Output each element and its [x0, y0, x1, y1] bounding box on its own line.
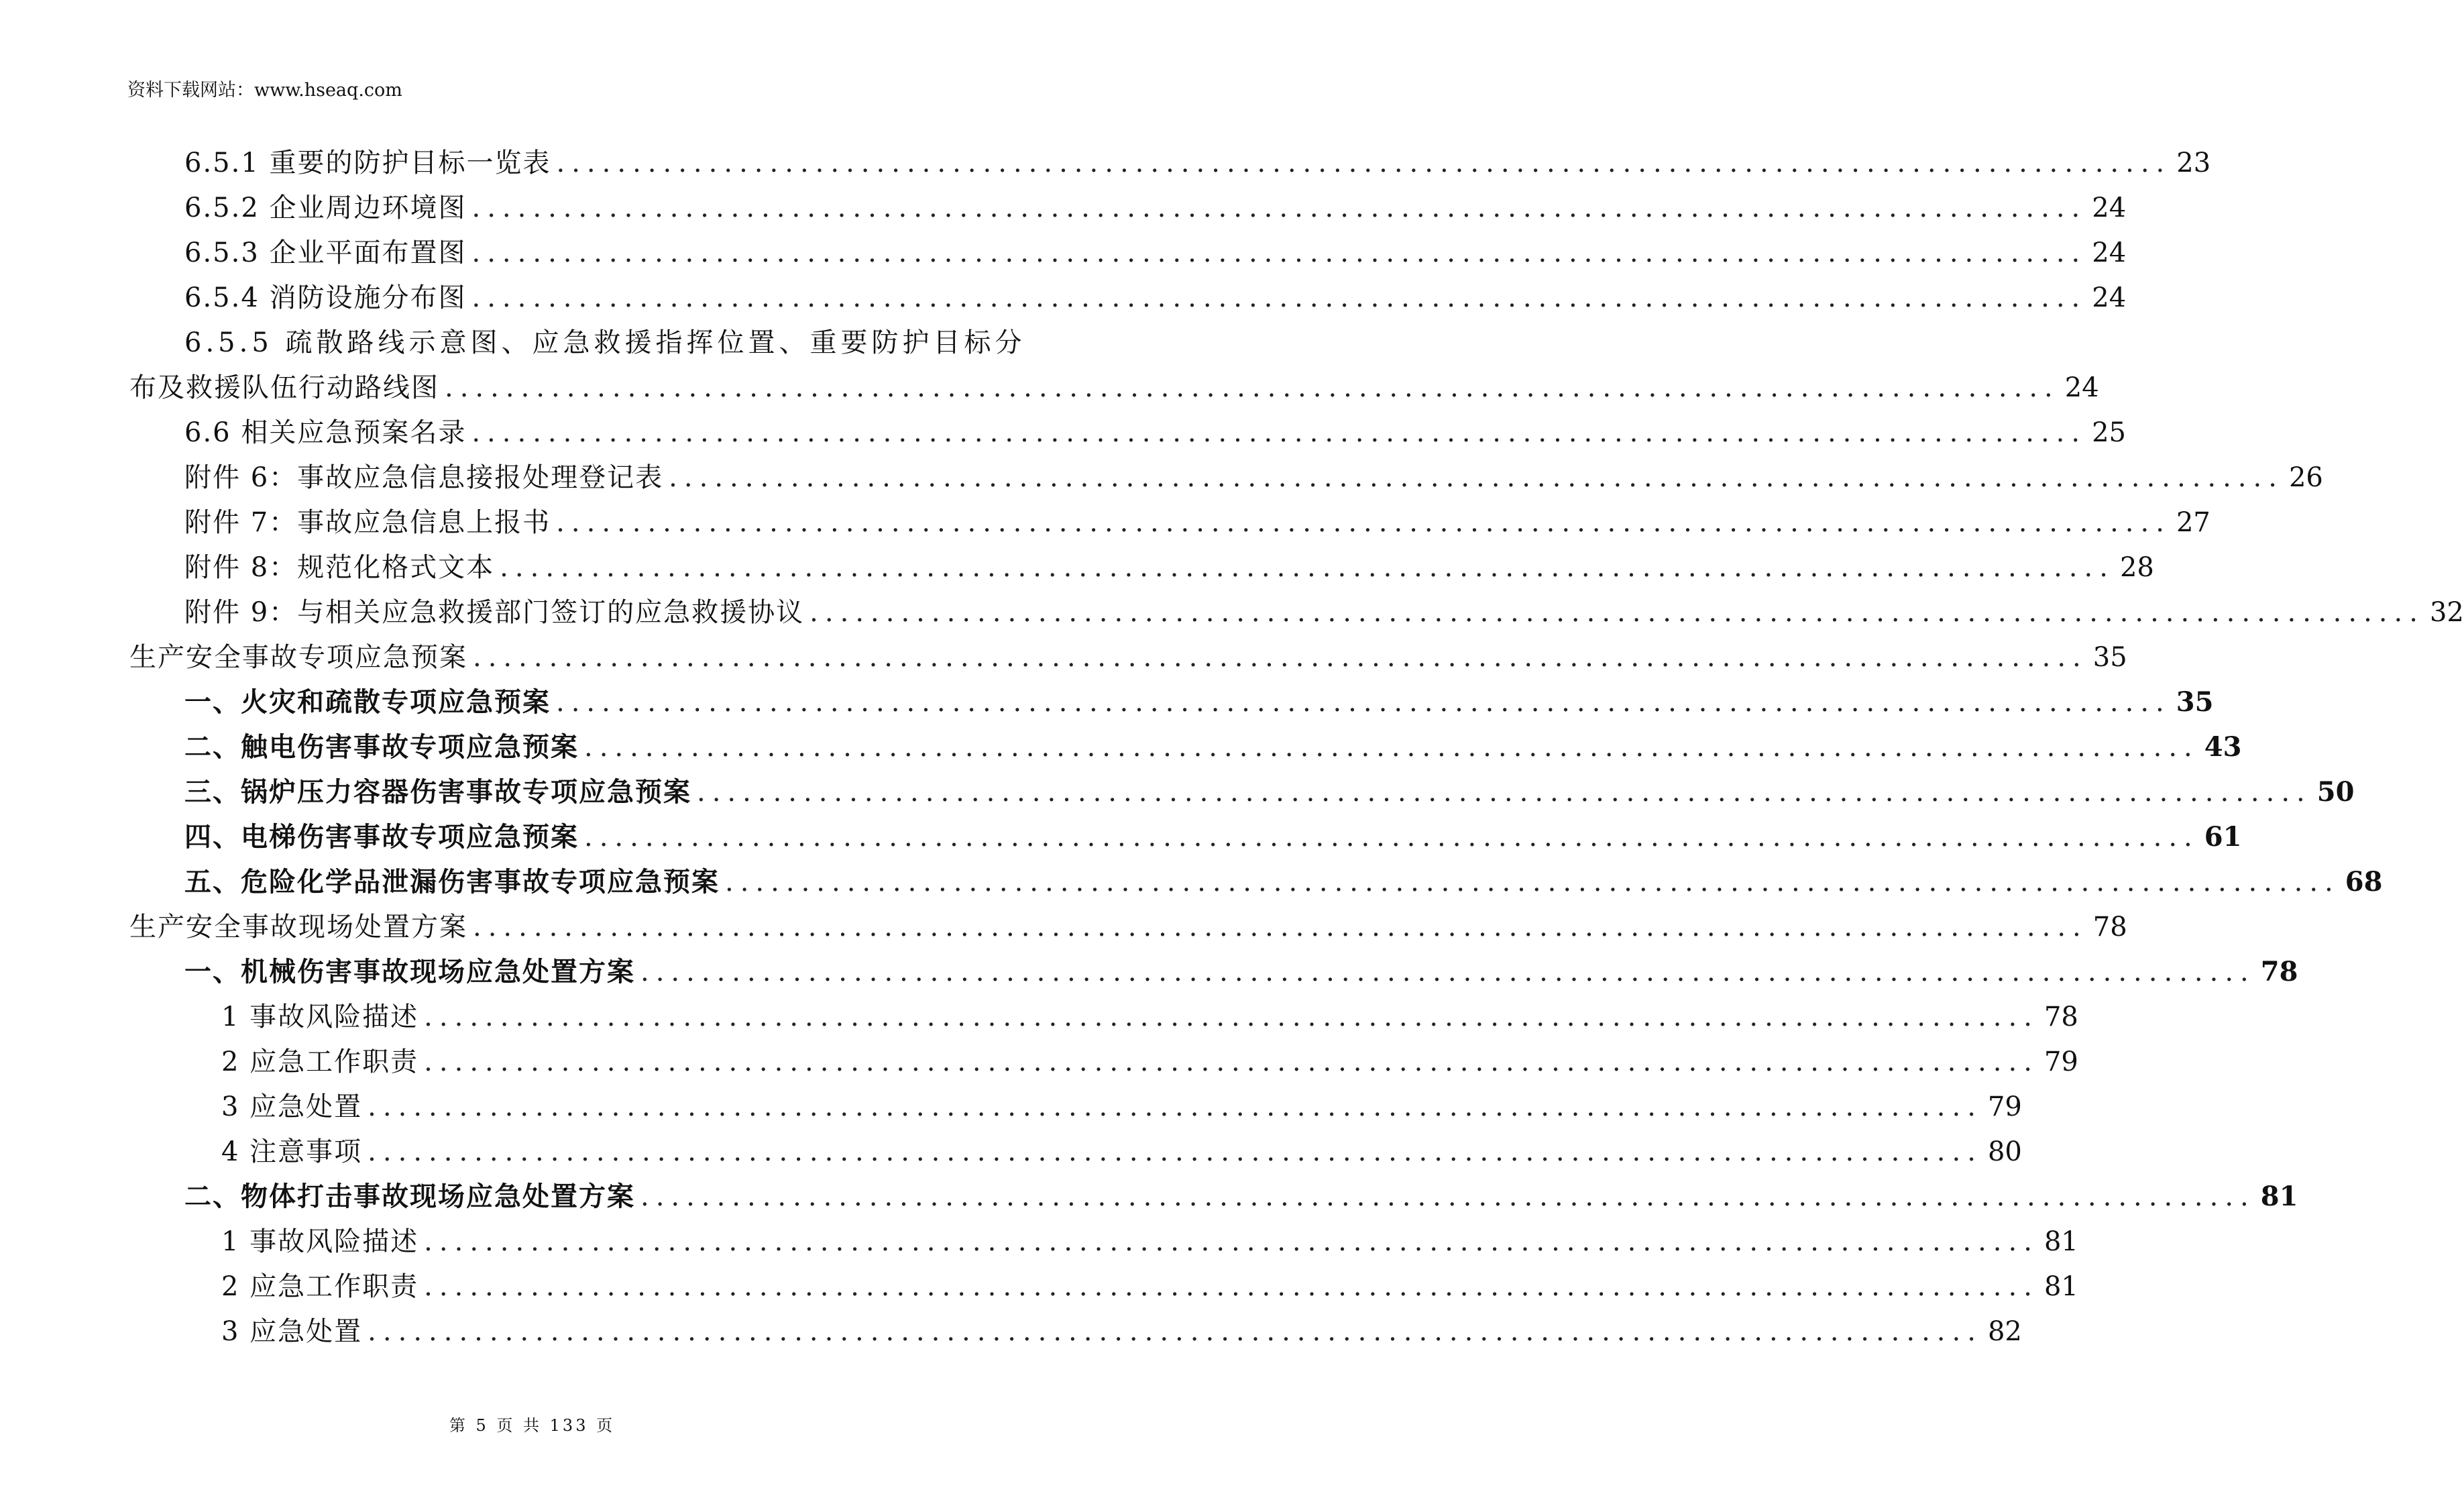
toc-entry[interactable]: [184, 502, 2210, 543]
toc-entry-page: 23: [2176, 148, 2211, 178]
toc-entry[interactable]: [184, 458, 2323, 498]
toc-entry-title: 6.6 相关应急预案名录: [184, 417, 467, 448]
toc-entry-page: 78: [2092, 912, 2127, 943]
toc-entry-page: 78: [2043, 1002, 2078, 1032]
toc-entry[interactable]: [184, 188, 2127, 228]
toc-entry-page: 24: [2092, 282, 2127, 313]
toc-entry-title: 生产安全事故现场处置方案: [129, 912, 467, 943]
toc-entry-title: 3 应急处置: [221, 1316, 363, 1347]
toc-entry-title: 3 应急处置: [221, 1091, 363, 1122]
toc-entry[interactable]: [184, 772, 2355, 812]
toc-entry-title: 二、物体打击事故现场应急处置方案: [184, 1181, 635, 1212]
toc-entry-title: 二、触电伤害事故专项应急预案: [184, 731, 579, 763]
toc-entry-page: 28: [2119, 552, 2154, 583]
toc-entry-page: 43: [2204, 731, 2242, 763]
toc-entry[interactable]: [184, 682, 2214, 722]
toc-entry-page: 24: [2064, 372, 2099, 403]
toc-entry-page: 26: [2288, 462, 2323, 493]
toc-entry[interactable]: [184, 727, 2242, 767]
toc-entry-title: 1 事故风险描述: [221, 1226, 419, 1257]
toc-leader-dots: ..........................................................................................................: [669, 462, 2284, 493]
toc-leader-dots: ..........................................................................................................: [424, 1002, 2039, 1032]
toc-subentry[interactable]: [221, 1267, 2078, 1307]
toc-entry[interactable]: [184, 278, 2127, 318]
toc-entry-title: 五、危险化学品泄漏伤害事故专项应急预案: [184, 866, 720, 898]
toc-entry-page: 81: [2043, 1271, 2078, 1302]
toc-subentry[interactable]: [221, 1042, 2078, 1082]
toc-subentry[interactable]: [221, 1311, 2022, 1352]
toc-entry-page: 35: [2176, 686, 2214, 718]
toc-entry-continuation[interactable]: [184, 323, 1026, 363]
toc-leader-dots: ..........................................................................................................: [584, 732, 2199, 763]
toc-leader-dots: ..........................................................................................................: [471, 417, 2087, 448]
toc-leader-dots: ..........................................................................................................: [471, 237, 2087, 268]
toc-leader-dots: ..........................................................................................................: [500, 552, 2115, 583]
toc-leader-dots: ..........................................................................................................: [697, 777, 2312, 808]
toc-entry-page: 61: [2204, 821, 2242, 853]
toc-entry-page: 35: [2092, 642, 2127, 673]
toc-entry-page: 25: [2092, 417, 2127, 448]
toc-leader-dots: ..........................................................................................................: [473, 912, 2088, 943]
toc-leader-dots: ..........................................................................................................: [556, 507, 2171, 538]
toc-leader-dots: ..........................................................................................................: [640, 1181, 2255, 1212]
toc-entry[interactable]: [184, 547, 2154, 588]
toc-entry-page: 50: [2316, 776, 2355, 808]
toc-subentry[interactable]: [221, 1087, 2022, 1127]
toc-leader-dots: ..........................................................................................................: [473, 642, 2088, 673]
toc-entry-title: 一、火灾和疏散专项应急预案: [184, 686, 551, 718]
toc-entry-page: 79: [2043, 1046, 2078, 1077]
toc-entry-page: 24: [2092, 237, 2127, 268]
toc-leader-dots: ..........................................................................................................: [471, 282, 2087, 313]
toc-entry[interactable]: [184, 413, 2127, 453]
toc-entry-page: 68: [2345, 866, 2383, 898]
toc-entry-title: 4 注意事项: [221, 1136, 363, 1167]
page-footer: 第 5 页 共 133 页: [449, 1416, 616, 1435]
toc-leader-dots: ..........................................................................................................: [556, 148, 2172, 178]
toc-entry-title: 1 事故风险描述: [221, 1002, 419, 1032]
toc-entry[interactable]: [184, 1177, 2298, 1217]
toc-leader-dots: ..........................................................................................................: [445, 372, 2060, 403]
toc-section[interactable]: [129, 637, 2127, 678]
toc-leader-dots: ..........................................................................................................: [368, 1316, 1982, 1347]
toc-entry[interactable]: [184, 862, 2383, 902]
toc-entry-title: 附件 6：事故应急信息接报处理登记表: [184, 462, 664, 493]
toc-entry-page: 32: [2429, 597, 2464, 628]
toc-leader-dots: ..........................................................................................................: [725, 867, 2340, 898]
toc-leader-dots: ..........................................................................................................: [809, 597, 2424, 628]
toc-entry[interactable]: [184, 952, 2298, 992]
toc-entry-page: 81: [2043, 1226, 2078, 1257]
toc-entry-page: 24: [2092, 193, 2127, 223]
toc-entry-title: 三、锅炉压力容器伤害事故专项应急预案: [184, 776, 691, 808]
toc-entry[interactable]: [184, 233, 2127, 273]
toc-entry-page: 80: [1987, 1136, 2022, 1167]
toc-entry-title: 布及救援队伍行动路线图: [129, 372, 439, 403]
toc-entry-title: 6.5.5 疏散路线示意图、应急救援指挥位置、重要防护目标分: [184, 327, 1026, 358]
toc-entry-title: 一、机械伤害事故现场应急处置方案: [184, 956, 635, 987]
toc-leader-dots: ..........................................................................................................: [471, 193, 2087, 223]
toc-entry-page: 82: [1987, 1316, 2022, 1347]
toc-entry-page: 79: [1987, 1091, 2022, 1122]
toc-entry[interactable]: [184, 817, 2242, 857]
toc-leader-dots: ..........................................................................................................: [368, 1091, 1982, 1122]
toc-subentry[interactable]: [221, 1222, 2078, 1262]
toc-entry[interactable]: [129, 368, 2099, 408]
toc-entry-page: 81: [2260, 1181, 2298, 1212]
toc-subentry[interactable]: [221, 1132, 2022, 1172]
toc-entry-title: 附件 7：事故应急信息上报书: [184, 507, 551, 538]
toc-entry-title: 6.5.3 企业平面布置图: [184, 237, 467, 268]
toc-entry-page: 27: [2176, 507, 2210, 538]
toc-leader-dots: ..........................................................................................................: [424, 1226, 2039, 1257]
toc-leader-dots: ..........................................................................................................: [368, 1136, 1982, 1167]
toc-entry-title: 2 应急工作职责: [221, 1271, 419, 1302]
toc-leader-dots: ..........................................................................................................: [424, 1271, 2039, 1302]
toc-entry-title: 生产安全事故专项应急预案: [129, 642, 467, 673]
toc-entry[interactable]: [184, 592, 2464, 633]
page-header: 资料下载网站：www.hseaq.com: [127, 80, 402, 101]
toc-entry-page: 78: [2260, 956, 2298, 987]
toc-entry-title: 四、电梯伤害事故专项应急预案: [184, 821, 579, 853]
toc-leader-dots: ..........................................................................................................: [584, 822, 2199, 853]
toc-section[interactable]: [129, 907, 2127, 947]
toc-leader-dots: ..........................................................................................................: [556, 687, 2171, 718]
toc-leader-dots: ..........................................................................................................: [640, 957, 2255, 987]
toc-entry-title: 附件 8：规范化格式文本: [184, 552, 495, 583]
toc-entry-title: 2 应急工作职责: [221, 1046, 419, 1077]
toc-entry-title: 附件 9：与相关应急救援部门签订的应急救援协议: [184, 597, 805, 628]
toc-subentry[interactable]: [221, 997, 2078, 1037]
toc-entry-title: 6.5.4 消防设施分布图: [184, 282, 467, 313]
toc-entry-title: 6.5.2 企业周边环境图: [184, 193, 467, 223]
toc-entry[interactable]: [184, 143, 2211, 183]
toc-leader-dots: ..........................................................................................................: [424, 1046, 2039, 1077]
toc-entry-title: 6.5.1 重要的防护目标一览表: [184, 148, 551, 178]
